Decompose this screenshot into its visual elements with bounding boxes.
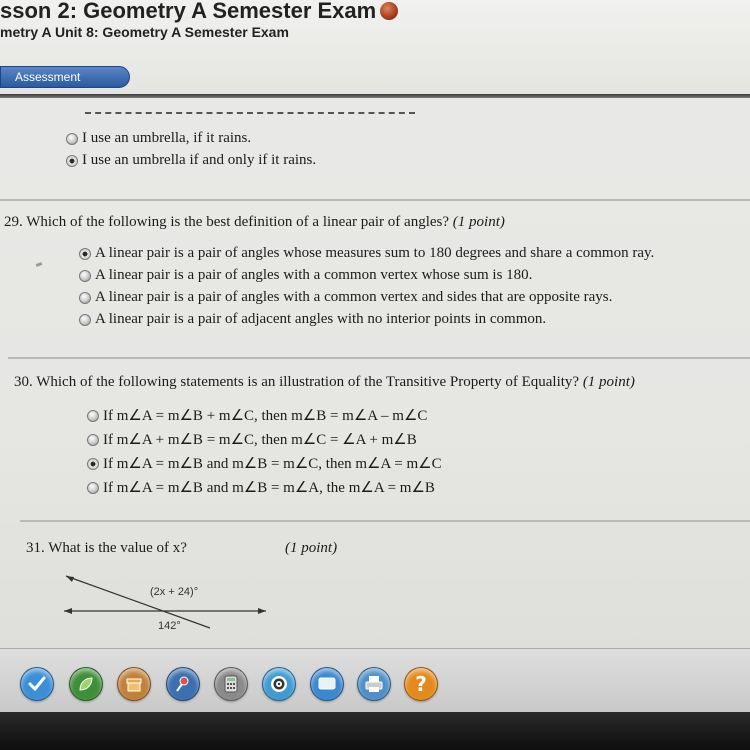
globe-icon	[380, 2, 398, 20]
arrowhead-right	[258, 608, 266, 614]
stray-mark	[36, 262, 43, 267]
option-text: I use an umbrella, if it rains.	[82, 130, 252, 146]
option-text: If m∠A = m∠B and m∠B = m∠C, then m∠A = m∠C	[103, 456, 442, 472]
prev-option-2[interactable]	[66, 152, 316, 169]
cut-off-text-line	[85, 112, 415, 114]
question-number: 31.	[26, 540, 45, 556]
radio-button[interactable]	[79, 314, 91, 326]
radio-button[interactable]	[87, 410, 99, 422]
question-number: 29.	[4, 214, 23, 230]
angle-diagram	[60, 566, 280, 632]
question-points: (1 point)	[285, 540, 338, 556]
radio-button[interactable]	[79, 270, 91, 282]
arrowhead-transversal	[66, 576, 74, 582]
option-text: If m∠A + m∠B = m∠C, then m∠C = ∠A + m∠B	[103, 432, 417, 448]
option-text: If m∠A = m∠B and m∠B = m∠A, the m∠A = m∠B	[103, 480, 435, 496]
question-separator	[0, 199, 750, 201]
option-text: A linear pair is a pair of angles with a common vertex and sides that are opposite rays.	[95, 289, 613, 305]
checkmark-icon[interactable]	[20, 667, 54, 701]
question-points: (1 point)	[452, 214, 505, 230]
q30-option-1[interactable]	[87, 406, 427, 425]
gift-icon[interactable]	[117, 667, 151, 701]
transversal-line	[66, 576, 210, 628]
question-30	[14, 374, 635, 391]
chat-icon[interactable]	[310, 667, 344, 701]
tab-assessment[interactable]: Assessment	[0, 66, 130, 88]
q29-option-2[interactable]	[79, 267, 532, 284]
leaf-icon[interactable]	[69, 667, 103, 701]
q30-option-2[interactable]	[87, 430, 417, 449]
question-text: Which of the following is the best definition of a linear pair of angles?	[26, 214, 450, 230]
monitor-bezel	[0, 712, 750, 750]
arrowhead-left	[64, 608, 72, 614]
radio-button[interactable]	[66, 133, 78, 145]
header-divider	[0, 94, 750, 98]
exam-header	[0, 0, 750, 96]
pin-icon[interactable]	[166, 667, 200, 701]
option-text: A linear pair is a pair of adjacent angles with no interior points in common.	[95, 311, 547, 327]
help-icon[interactable]: ?	[404, 667, 438, 701]
question-text: What is the value of x?	[48, 540, 187, 556]
printer-icon[interactable]	[357, 667, 391, 701]
question-29	[4, 214, 505, 231]
question-31	[26, 540, 187, 557]
radio-button-selected[interactable]	[79, 248, 91, 260]
radio-button-selected[interactable]	[66, 155, 78, 167]
radio-button[interactable]	[87, 482, 99, 494]
calculator-icon[interactable]	[214, 667, 248, 701]
question-text: Which of the following statements is an illustration of the Transitive Property of Equality?	[36, 374, 580, 390]
q29-option-3[interactable]	[79, 289, 612, 306]
target-icon[interactable]	[262, 667, 296, 701]
option-text: A linear pair is a pair of angles with a common vertex whose sum is 180.	[95, 267, 533, 283]
question-points: (1 point)	[582, 374, 635, 390]
unit-title: metry A Unit 8: Geometry A Semester Exam	[0, 24, 289, 40]
q29-option-1[interactable]	[79, 245, 654, 262]
bottom-toolbar	[0, 648, 750, 712]
option-text: I use an umbrella if and only if it rains.	[82, 152, 317, 168]
option-text: A linear pair is a pair of angles whose measures sum to 180 degrees and share a common ray.	[95, 245, 655, 261]
radio-button[interactable]	[79, 292, 91, 304]
option-text: If m∠A = m∠B + m∠C, then m∠B = m∠A – m∠C	[103, 408, 428, 424]
radio-button-selected[interactable]	[87, 458, 99, 470]
lesson-title-text: sson 2: Geometry A Semester Exam	[0, 0, 377, 23]
q30-option-3[interactable]	[87, 454, 442, 473]
q29-option-4[interactable]	[79, 311, 546, 328]
angle-label-top: (2x + 24)°	[150, 586, 199, 598]
angle-label-bottom: 142°	[158, 620, 181, 632]
lesson-title	[0, 0, 398, 24]
question-number: 30.	[14, 374, 33, 390]
question-separator	[20, 520, 750, 522]
prev-option-1[interactable]	[66, 130, 251, 147]
radio-button[interactable]	[87, 434, 99, 446]
q30-option-4[interactable]	[87, 478, 435, 497]
question-separator	[8, 357, 750, 359]
